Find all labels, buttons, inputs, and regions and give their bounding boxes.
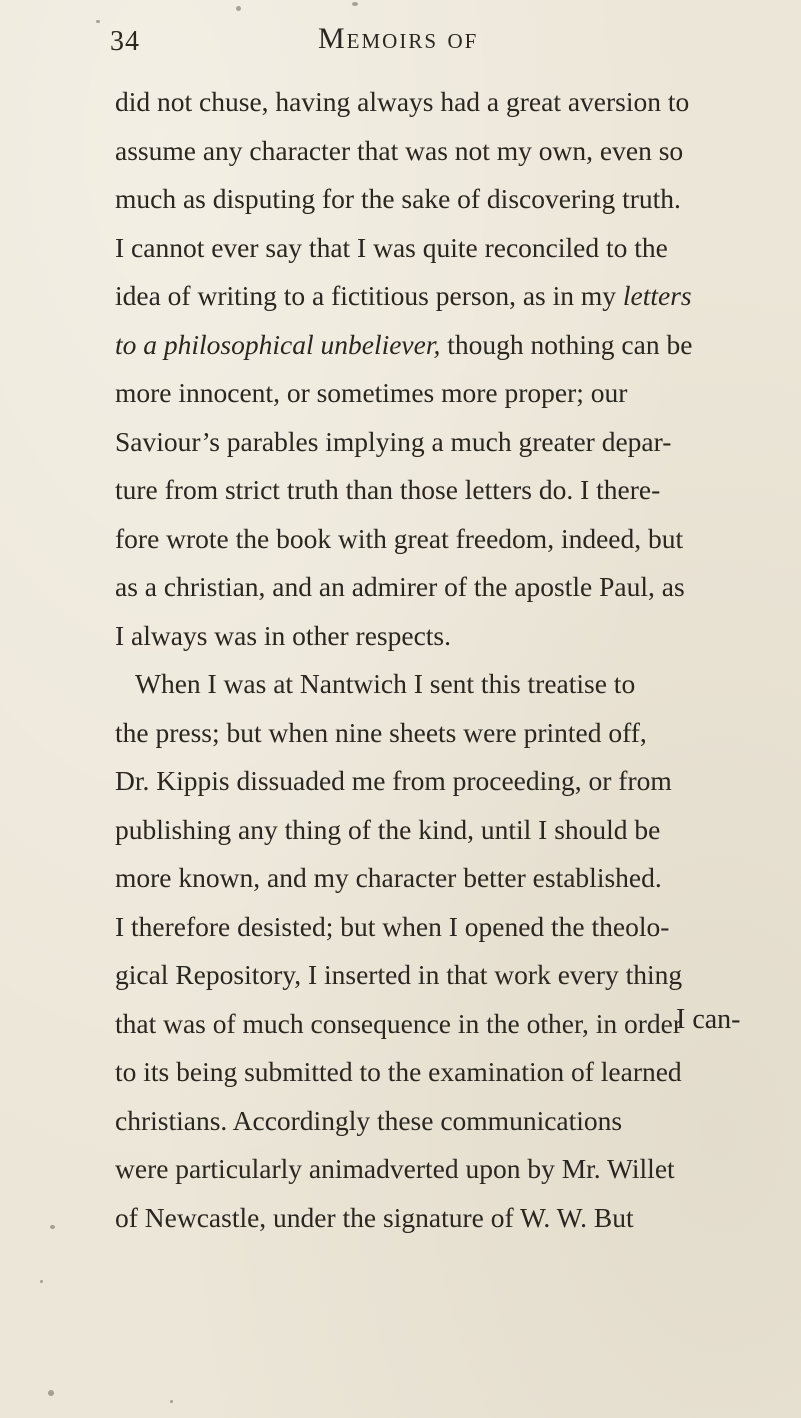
- paper-speck: [40, 1280, 43, 1283]
- text-line: much as disputing for the sake of discovering truth.: [115, 183, 681, 214]
- text-line: ture from strict truth than those letters do. I there-: [115, 474, 661, 505]
- text-line: more known, and my character better established.: [115, 862, 662, 893]
- text-line: the press; but when nine sheets were printed off,: [115, 716, 647, 748]
- text-line: that was of much consequence in the other, in order: [115, 1007, 683, 1039]
- paper-speck: [50, 1225, 55, 1229]
- text-line: fore wrote the book with great freedom, indeed, but: [115, 522, 684, 554]
- text-line: I always was in other respects.: [115, 619, 452, 651]
- running-head: Memoirs of: [318, 22, 479, 55]
- text-line: were particularly animadverted upon by Mr. Willet: [115, 1153, 675, 1184]
- catchword: I can-: [676, 1004, 741, 1035]
- text-line: assume any character that was not my own, even so: [115, 134, 684, 166]
- text-line: as a christian, and an admirer of the apostle Paul, as: [115, 571, 685, 602]
- text-line: did not chuse, having always had a great aversion to: [115, 86, 690, 117]
- paper-speck: [352, 2, 358, 6]
- text-line: to its being submitted to the examination of learned: [115, 1056, 682, 1087]
- paper-speck: [48, 1390, 54, 1396]
- page-number: 34: [110, 26, 140, 57]
- page-header: [0, 18, 801, 66]
- text-line: of Newcastle, under the signature of W. W. But: [115, 1201, 634, 1233]
- paper-speck: [236, 6, 241, 11]
- text-line: to a philosophical unbeliever, though nothing can be: [115, 328, 693, 360]
- text-line: I therefore desisted; but when I opened the theolo-: [115, 910, 670, 942]
- paper-speck: [170, 1400, 173, 1403]
- italic-word: letters: [622, 280, 692, 311]
- text-line: publishing any thing of the kind, until I should be: [115, 813, 661, 845]
- text-line: gical Repository, I inserted in that work every thing: [115, 959, 683, 990]
- text-line: more innocent, or sometimes more proper; our: [115, 377, 628, 408]
- text-line: When I was at Nantwich I sent this treatise to: [135, 668, 636, 699]
- text-line: christians. Accordingly these communications: [115, 1104, 623, 1136]
- text-line: idea of writing to a fictitious person, as in my letters: [115, 280, 692, 311]
- text-line: Saviour’s parables implying a much greater depar-: [115, 425, 672, 457]
- text-line: Dr. Kippis dissuaded me from proceeding, or from: [115, 765, 672, 796]
- text-line: I cannot ever say that I was quite reconciled to the: [115, 231, 668, 263]
- body-text: [115, 78, 795, 1242]
- italic-phrase: to a philosophical unbeliever,: [115, 328, 441, 360]
